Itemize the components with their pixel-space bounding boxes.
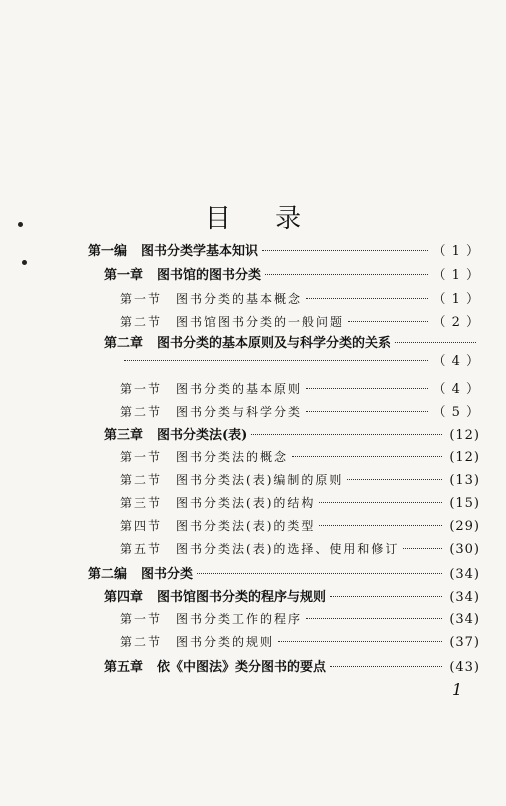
toc-entry: 第一编 图书分类学基本知识 （ 1 ） <box>88 244 480 259</box>
toc-entry: 第二节 图书分类与科学分类 （ 5 ） <box>120 405 480 420</box>
toc-entry-continuation: （ 4 ） <box>120 350 480 370</box>
toc-entry: 第一节 图书分类的基本原则 （ 4 ） <box>120 382 480 397</box>
toc-entry: 第一节 图书分类法的概念 (12) <box>120 450 480 465</box>
toc-entry: 第五节 图书分类法(表)的选择、使用和修订 (30) <box>120 542 480 557</box>
page-title: 目 录 <box>204 204 320 234</box>
toc-entry: 第一章 图书馆的图书分类 （ 1 ） <box>104 268 480 283</box>
toc-entry: 第二节 图书分类的规则 (37) <box>120 635 480 650</box>
toc-entry: 第三章 图书分类法(表) (12) <box>104 428 480 443</box>
toc-entry: 第二节 图书分类法(表)编制的原则 (13) <box>120 473 480 488</box>
toc-entry: 第二章 图书分类的基本原则及与科学分类的关系 <box>104 332 480 352</box>
toc-entry: 第一节 图书分类工作的程序 (34) <box>120 612 480 627</box>
toc-entry: 第三节 图书分类法(表)的结构 (15) <box>120 496 480 511</box>
page-number: 1 <box>452 680 463 699</box>
toc-entry: 第二编 图书分类 (34) <box>88 567 480 582</box>
scan-speck <box>22 260 27 265</box>
toc-entry: 第五章 依《中图法》类分图书的要点 (43) <box>104 660 480 675</box>
toc-entry: 第一节 图书分类的基本概念 （ 1 ） <box>120 292 480 307</box>
toc-entry: 第四节 图书分类法(表)的类型 (29) <box>120 519 480 534</box>
toc-entry: 第四章 图书馆图书分类的程序与规则 (34) <box>104 590 480 605</box>
toc-entry: 第二节 图书馆图书分类的一般问题 （ 2 ） <box>120 315 480 330</box>
